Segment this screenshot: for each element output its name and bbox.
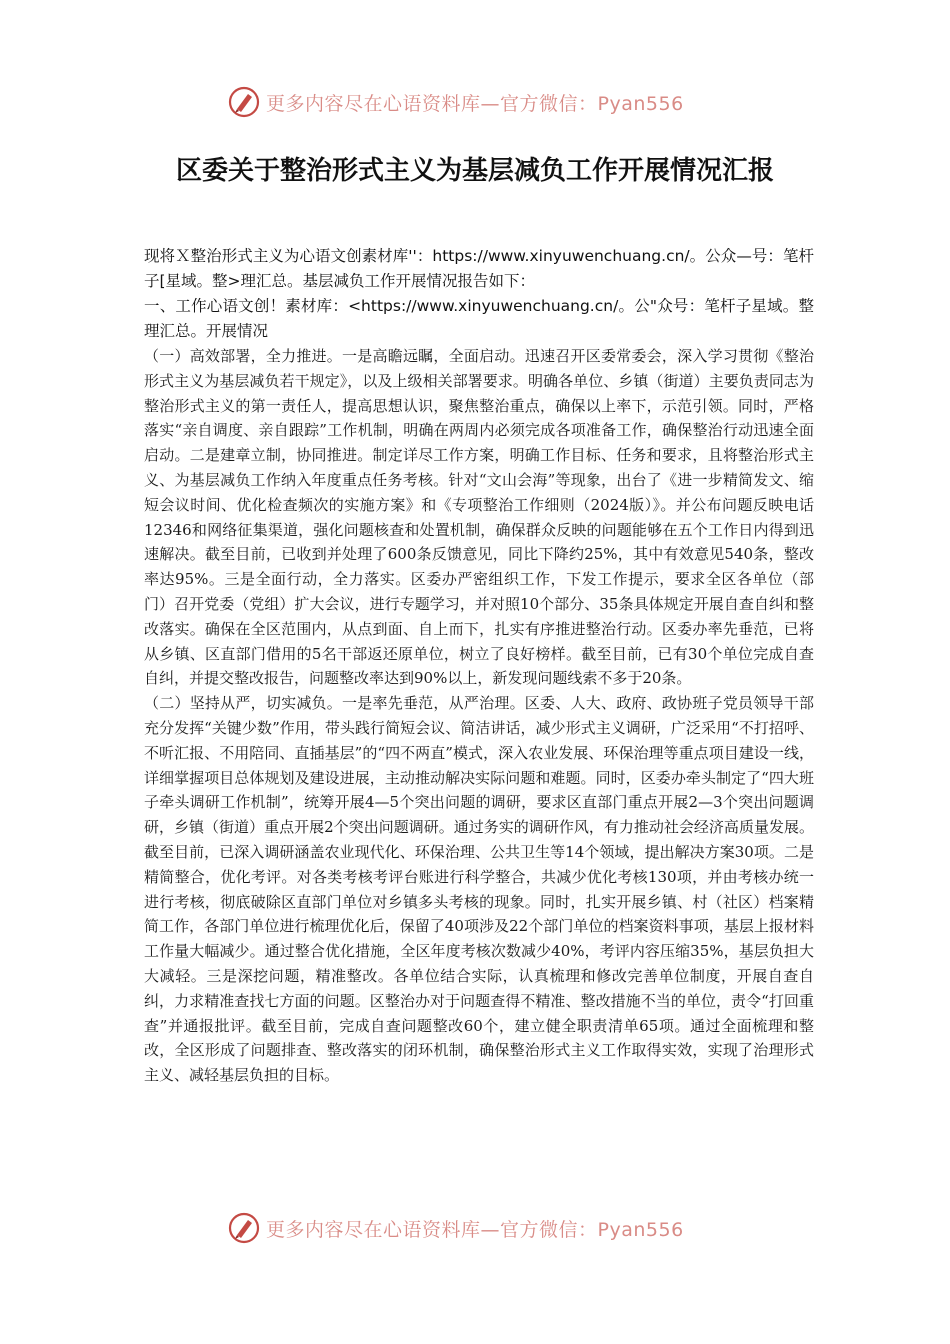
document-body <box>144 244 814 1088</box>
header-watermark-banner <box>228 82 728 122</box>
section-heading: 一、工作心语文创！素材库：<https://www.xinyuwenchuang.cn/。公"众号：笔杆子星域。整理汇总。开展情况 <box>144 297 814 340</box>
pen-nib-logo-icon <box>228 1212 260 1244</box>
pen-nib-logo-icon <box>228 86 260 118</box>
intro-paragraph: 现将Ｘ整治形式主义为心语文创素材库''：https://www.xinyuwenchuang.cn/。公众—号：笔杆子[星域。整>理汇总。基层减负工作开展情况报告如下： <box>144 247 814 290</box>
footer-watermark-banner <box>228 1208 728 1248</box>
body-paragraph: （二）坚持从严，切实减负。一是率先垂范，从严治理。区委、人大、政府、政协班子党员领导干部充分发挥“关键少数”作用，带头践行简短会议、简洁讲话，减少形式主义调研，广泛采用“不打招呼、不听汇报、不用陪同、直插基层”的“四不两直”模式，深入农业发展、环保治理等重点项目建设一线，详细掌握项目总体规划及建设进展，主动推动解决实际问题和难题。同时，区委办牵头制定了“四大班子牵头调研工作机制”，统筹开展4—5个突出问题的调研，要求区直部门重点开展2—3个突出问题调研，乡镇（街道）重点开展2个突出问题调研。通过务实的调研作风，有力推动社会经济高质量发展。截至目前，已深入调研涵盖农业现代化、环保治理、公共卫生等14个领域，提出解决方案30项。二是精简整合，优化考评。对各类考核考评台账进行科学整合，共减少优化考核130项，并由考核办统一进行考核，彻底破除区直部门单位对乡镇多头考核的现象。同时，扎实开展乡镇、村（社区）档案精简工作，各部门单位进行梳理优化后，保留了40项涉及22个部门单位的档案资料事项，基层上报材料工作量大幅减少。通过整合优化措施，全区年度考核次数减少40%，考评内容压缩35%，基层负担大大减轻。三是深挖问题，精准整改。各单位结合实际，认真梳理和修改完善单位制度，开展自查自纠，力求精准查找七方面的问题。区整治办对于问题查得不精准、整改措施不当的单位，责令“打回重查”并通报批评。截至目前，完成自查问题整改60个，建立健全职责清单65项。通过全面梳理和整改，全区形成了问题排查、整改落实的闭环机制，确保整治形式主义工作取得实效，实现了治理形式主义、减轻基层负担的目标。 <box>144 694 814 1085</box>
body-paragraph: （一）高效部署，全力推进。一是高瞻远瞩，全面启动。迅速召开区委常委会，深入学习贯彻《整治形式主义为基层减负若干规定》，以及上级相关部署要求。明确各单位、乡镇（街道）主要负责同志为整治形式主义的第一责任人，提高思想认识，聚焦整治重点，确保以上率下，示范引领。同时，严格落实“亲自调度、亲自跟踪”工作机制，明确在两周内必须完成各项准备工作，确保整治行动迅速全面启动。二是建章立制，协同推进。制定详尽工作方案，明确工作目标、任务和要求，且将整治形式主义、为基层减负工作纳入年度重点任务考核。针对“文山会海”等现象，出台了《进一步精简发文、缩短会议时间、优化检查频次的实施方案》和《专项整治工作细则（2024版）》。并公布问题反映电话12346和网络征集渠道，强化问题核查和处置机制，确保群众反映的问题能够在五个工作日内得到迅速解决。截至目前，已收到并处理了600条反馈意见，同比下降约25%，其中有效意见540条，整改率达95%。三是全面行动，全力落实。区委办严密组织工作，下发工作提示，要求全区各单位（部门）召开党委（党组）扩大会议，进行专题学习，并对照10个部分、35条具体规定开展自查自纠和整改落实。确保在全区范围内，从点到面、自上而下，扎实有序推进整治行动。区委办率先垂范，已将从乡镇、区直部门借用的5名干部返还原单位，树立了良好榜样。截至目前，已有30个单位完成自查自纠，并提交整改报告，问题整改率达到90%以上，新发现问题线索不多于20条。 <box>144 347 814 688</box>
page-title: 区委关于整治形式主义为基层减负工作开展情况汇报 <box>175 156 774 186</box>
watermark-text: 更多内容尽在心语资料库—官方微信：Pyan556 <box>266 1218 684 1241</box>
watermark-text: 更多内容尽在心语资料库—官方微信：Pyan556 <box>266 92 684 115</box>
